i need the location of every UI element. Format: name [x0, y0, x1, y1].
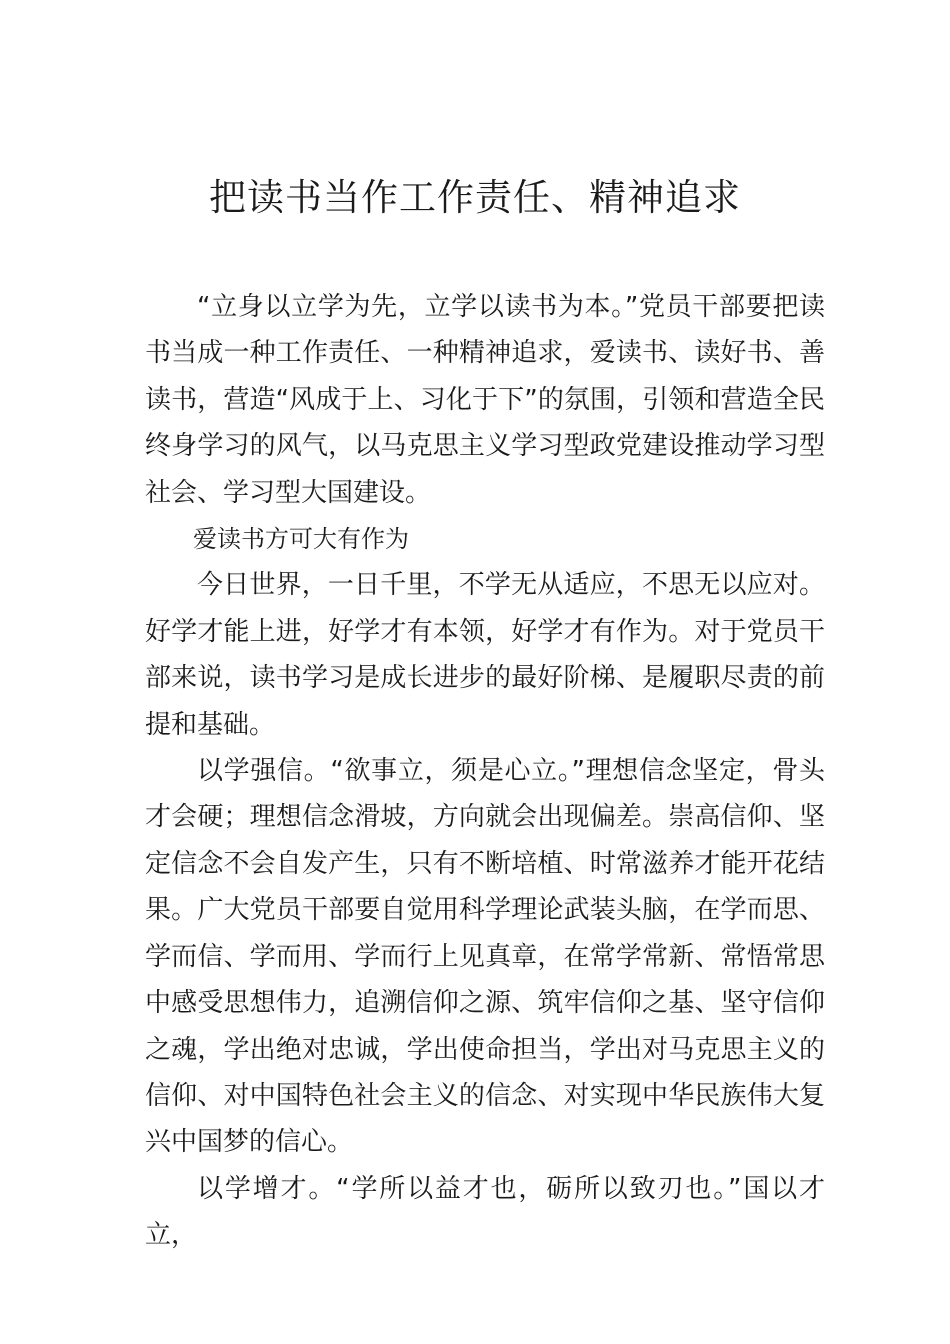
paragraph-intro: “立身以立学为先，立学以读书为本。”党员干部要把读书当成一种工作责任、一种精神追求，爱读书、读好书、善读书，营造“风成于上、习化于下”的氛围，引领和营造全民终身学习的风气，以马克思主义学习型政党建设推动学习型社会、学习型大国建设。 [145, 292, 825, 508]
section-heading: 爱读书方可大有作为 [193, 525, 409, 554]
paragraph-talent: 以学增才。“学所以益才也，砺所以致刃也。”国以才立， [145, 1173, 825, 1251]
paragraph-faith: 以学强信。“欲事立，须是心立。”理想信念坚定，骨头才会硬；理想信念滑坡，方向就会出现偏差。崇高信仰、坚定信念不会自发产生，只有不断培植、时常滋养才能开花结果。广大党员干部要自觉用科学理论武装头脑，在学而思、 学而信、学而用、学而行上见真章，在常学常新、常悟常思中感受思想伟力，追溯信仰之源、筑牢信仰之基、坚守信仰之魂，学出绝对忠诚，学出使命担当，学出对马克思主义的信仰、对中国特色社会主义的信念、对实现中华民族伟大复兴中国梦的信心。 [145, 756, 825, 1158]
paragraph-context: 今日世界，一日千里，不学无从适应，不思无以应对。好学才能上进，好学才有本领，好学才有作为。对于党员干部来说，读书学习是成长进步的最好阶梯、是履职尽责的前提和基础。 [145, 570, 825, 740]
document-body [145, 284, 825, 1259]
document-title: 把读书当作工作责任、精神追求 [209, 176, 741, 219]
